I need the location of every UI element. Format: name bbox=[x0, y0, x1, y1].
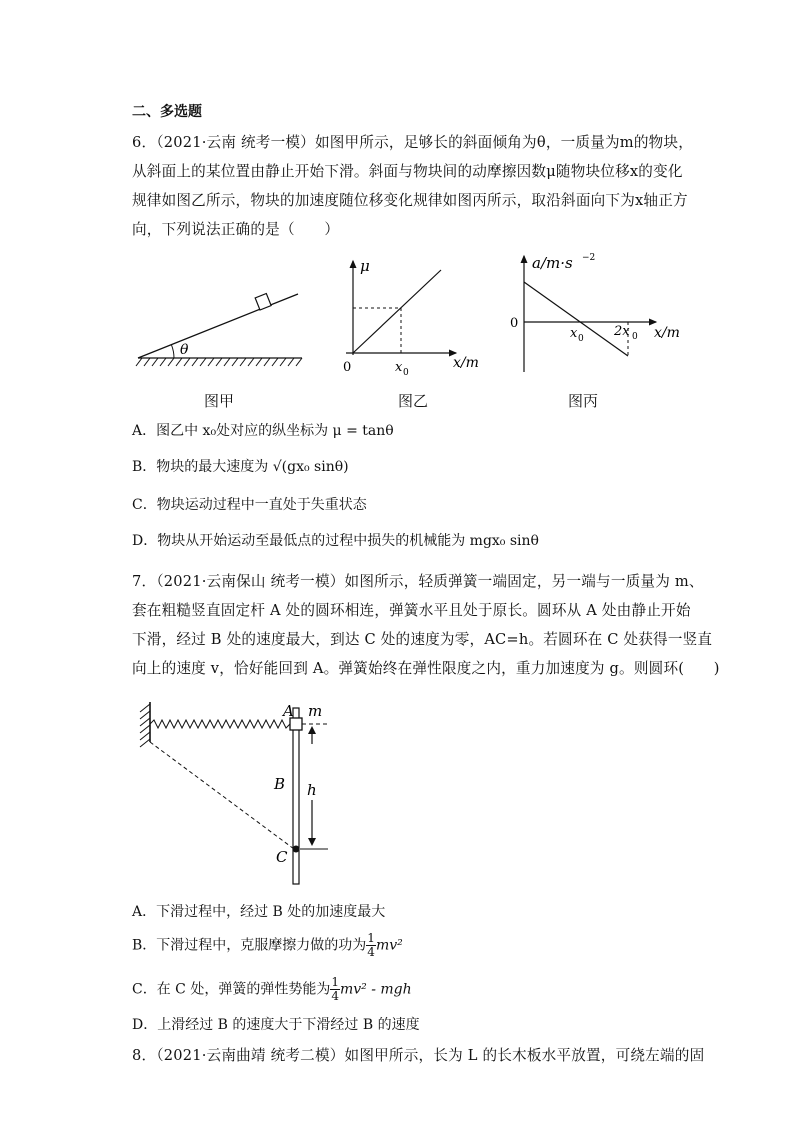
q6-option-c: C．物块运动过程中一直处于失重状态 bbox=[132, 497, 367, 513]
two-x0-sub: 0 bbox=[632, 332, 638, 342]
x0-label: x bbox=[395, 360, 403, 375]
xm-label: x/m bbox=[654, 325, 680, 341]
q7-option-a: A．下滑过程中，经过 B 处的加速度最大 bbox=[132, 904, 386, 920]
xm-label: x/m bbox=[453, 355, 479, 371]
mu-label: μ bbox=[360, 257, 370, 275]
caption-jia: 图甲 bbox=[204, 392, 235, 410]
caption-bing: 图丙 bbox=[568, 392, 599, 410]
q8-line-1: 8．（2021·云南曲靖 统考二模）如图甲所示，长为 L 的长木板水平放置，可绕左端的固 bbox=[132, 1047, 705, 1064]
x0-label: x bbox=[570, 326, 578, 341]
x0-sub: 0 bbox=[578, 334, 584, 344]
q7-option-b-fraction bbox=[366, 932, 376, 959]
a-axis-label: a/m·s bbox=[532, 254, 573, 272]
q6-option-b: B．物块的最大速度为 √(gx₀ sinθ) bbox=[132, 459, 349, 475]
mu-line bbox=[353, 270, 441, 353]
q6-line-2: 从斜面上的某位置由静止开始下滑。斜面与物块间的动摩擦因数μ随物块位移x的变化 bbox=[132, 163, 683, 180]
a-x-graph bbox=[506, 248, 688, 378]
incline-figure bbox=[134, 280, 306, 372]
q7-option-c-num: 1 bbox=[331, 975, 339, 989]
theta-label: θ bbox=[180, 342, 189, 358]
x0-sub: 0 bbox=[403, 368, 409, 377]
q7-option-c-expr: mv² - mgh bbox=[339, 981, 412, 998]
q7-option-b-den: 4 bbox=[367, 945, 375, 959]
q7-option-b bbox=[132, 932, 403, 959]
spring bbox=[150, 720, 294, 728]
label-b: B bbox=[274, 775, 286, 793]
label-a: A bbox=[283, 702, 294, 720]
a-line bbox=[524, 282, 628, 356]
label-c: C bbox=[276, 848, 288, 866]
section-title: 二、多选题 bbox=[132, 104, 202, 120]
q7-line-2: 套在粗糙竖直固定杆 A 处的圆环相连，弹簧水平且处于原长。圆环从 A 处由静止开始 bbox=[132, 602, 691, 619]
q6-option-d: D．物块从开始运动至最低点的过程中损失的机械能为 mgx₀ sinθ bbox=[132, 533, 539, 549]
label-h: h bbox=[307, 781, 317, 799]
q7-option-b-num: 1 bbox=[367, 931, 375, 945]
q6-option-a: A．图乙中 x₀处对应的纵坐标为 μ = tanθ bbox=[132, 423, 394, 439]
q7-option-c-den: 4 bbox=[331, 989, 339, 1003]
q7-option-c-text: C．在 C 处，弹簧的弹性势能为 bbox=[132, 981, 331, 998]
two-x0-label: 2x bbox=[614, 324, 630, 339]
point-c bbox=[293, 846, 300, 853]
mu-x-graph bbox=[336, 255, 486, 377]
a-axis-exp: −2 bbox=[582, 253, 596, 263]
q7-line-4: 向上的速度 v，恰好能回到 A。弹簧始终在弹性限度之内，重力加速度为 g。则圆环( ) bbox=[132, 660, 720, 677]
q7-line-1: 7．（2021·云南保山 统考一模）如图所示，轻质弹簧一端固定，另一端与一质量为 m、 bbox=[132, 573, 704, 590]
spring-rod-figure bbox=[128, 694, 348, 890]
q6-line-4: 向，下列说法正确的是（ ） bbox=[132, 221, 340, 238]
q6-line-1: 6．（2021·云南 统考一模）如图甲所示，足够长的斜面倾角为θ，一质量为m的物块， bbox=[132, 134, 694, 151]
label-m: m bbox=[308, 702, 323, 720]
caption-yi: 图乙 bbox=[398, 392, 429, 410]
origin-label: 0 bbox=[343, 360, 352, 375]
rod bbox=[293, 708, 299, 884]
q7-option-c-fraction bbox=[330, 976, 340, 1003]
q7-option-b-expr: mv² bbox=[375, 937, 403, 954]
q7-option-c bbox=[132, 976, 412, 1003]
block bbox=[255, 293, 271, 310]
q6-line-3: 规律如图乙所示，物块的加速度随位移变化规律如图丙所示，取沿斜面向下为x轴正方 bbox=[132, 192, 688, 209]
q7-option-d: D．上滑经过 B 的速度大于下滑经过 B 的速度 bbox=[132, 1017, 420, 1033]
q7-line-3: 下滑，经过 B 处的速度最大，到达 C 处的速度为零，AC=h。若圆环在 C 处获得一竖直 bbox=[132, 631, 713, 648]
zero-label: 0 bbox=[510, 316, 519, 331]
q7-option-b-text: B．下滑过程中，克服摩擦力做的功为 bbox=[132, 937, 367, 954]
